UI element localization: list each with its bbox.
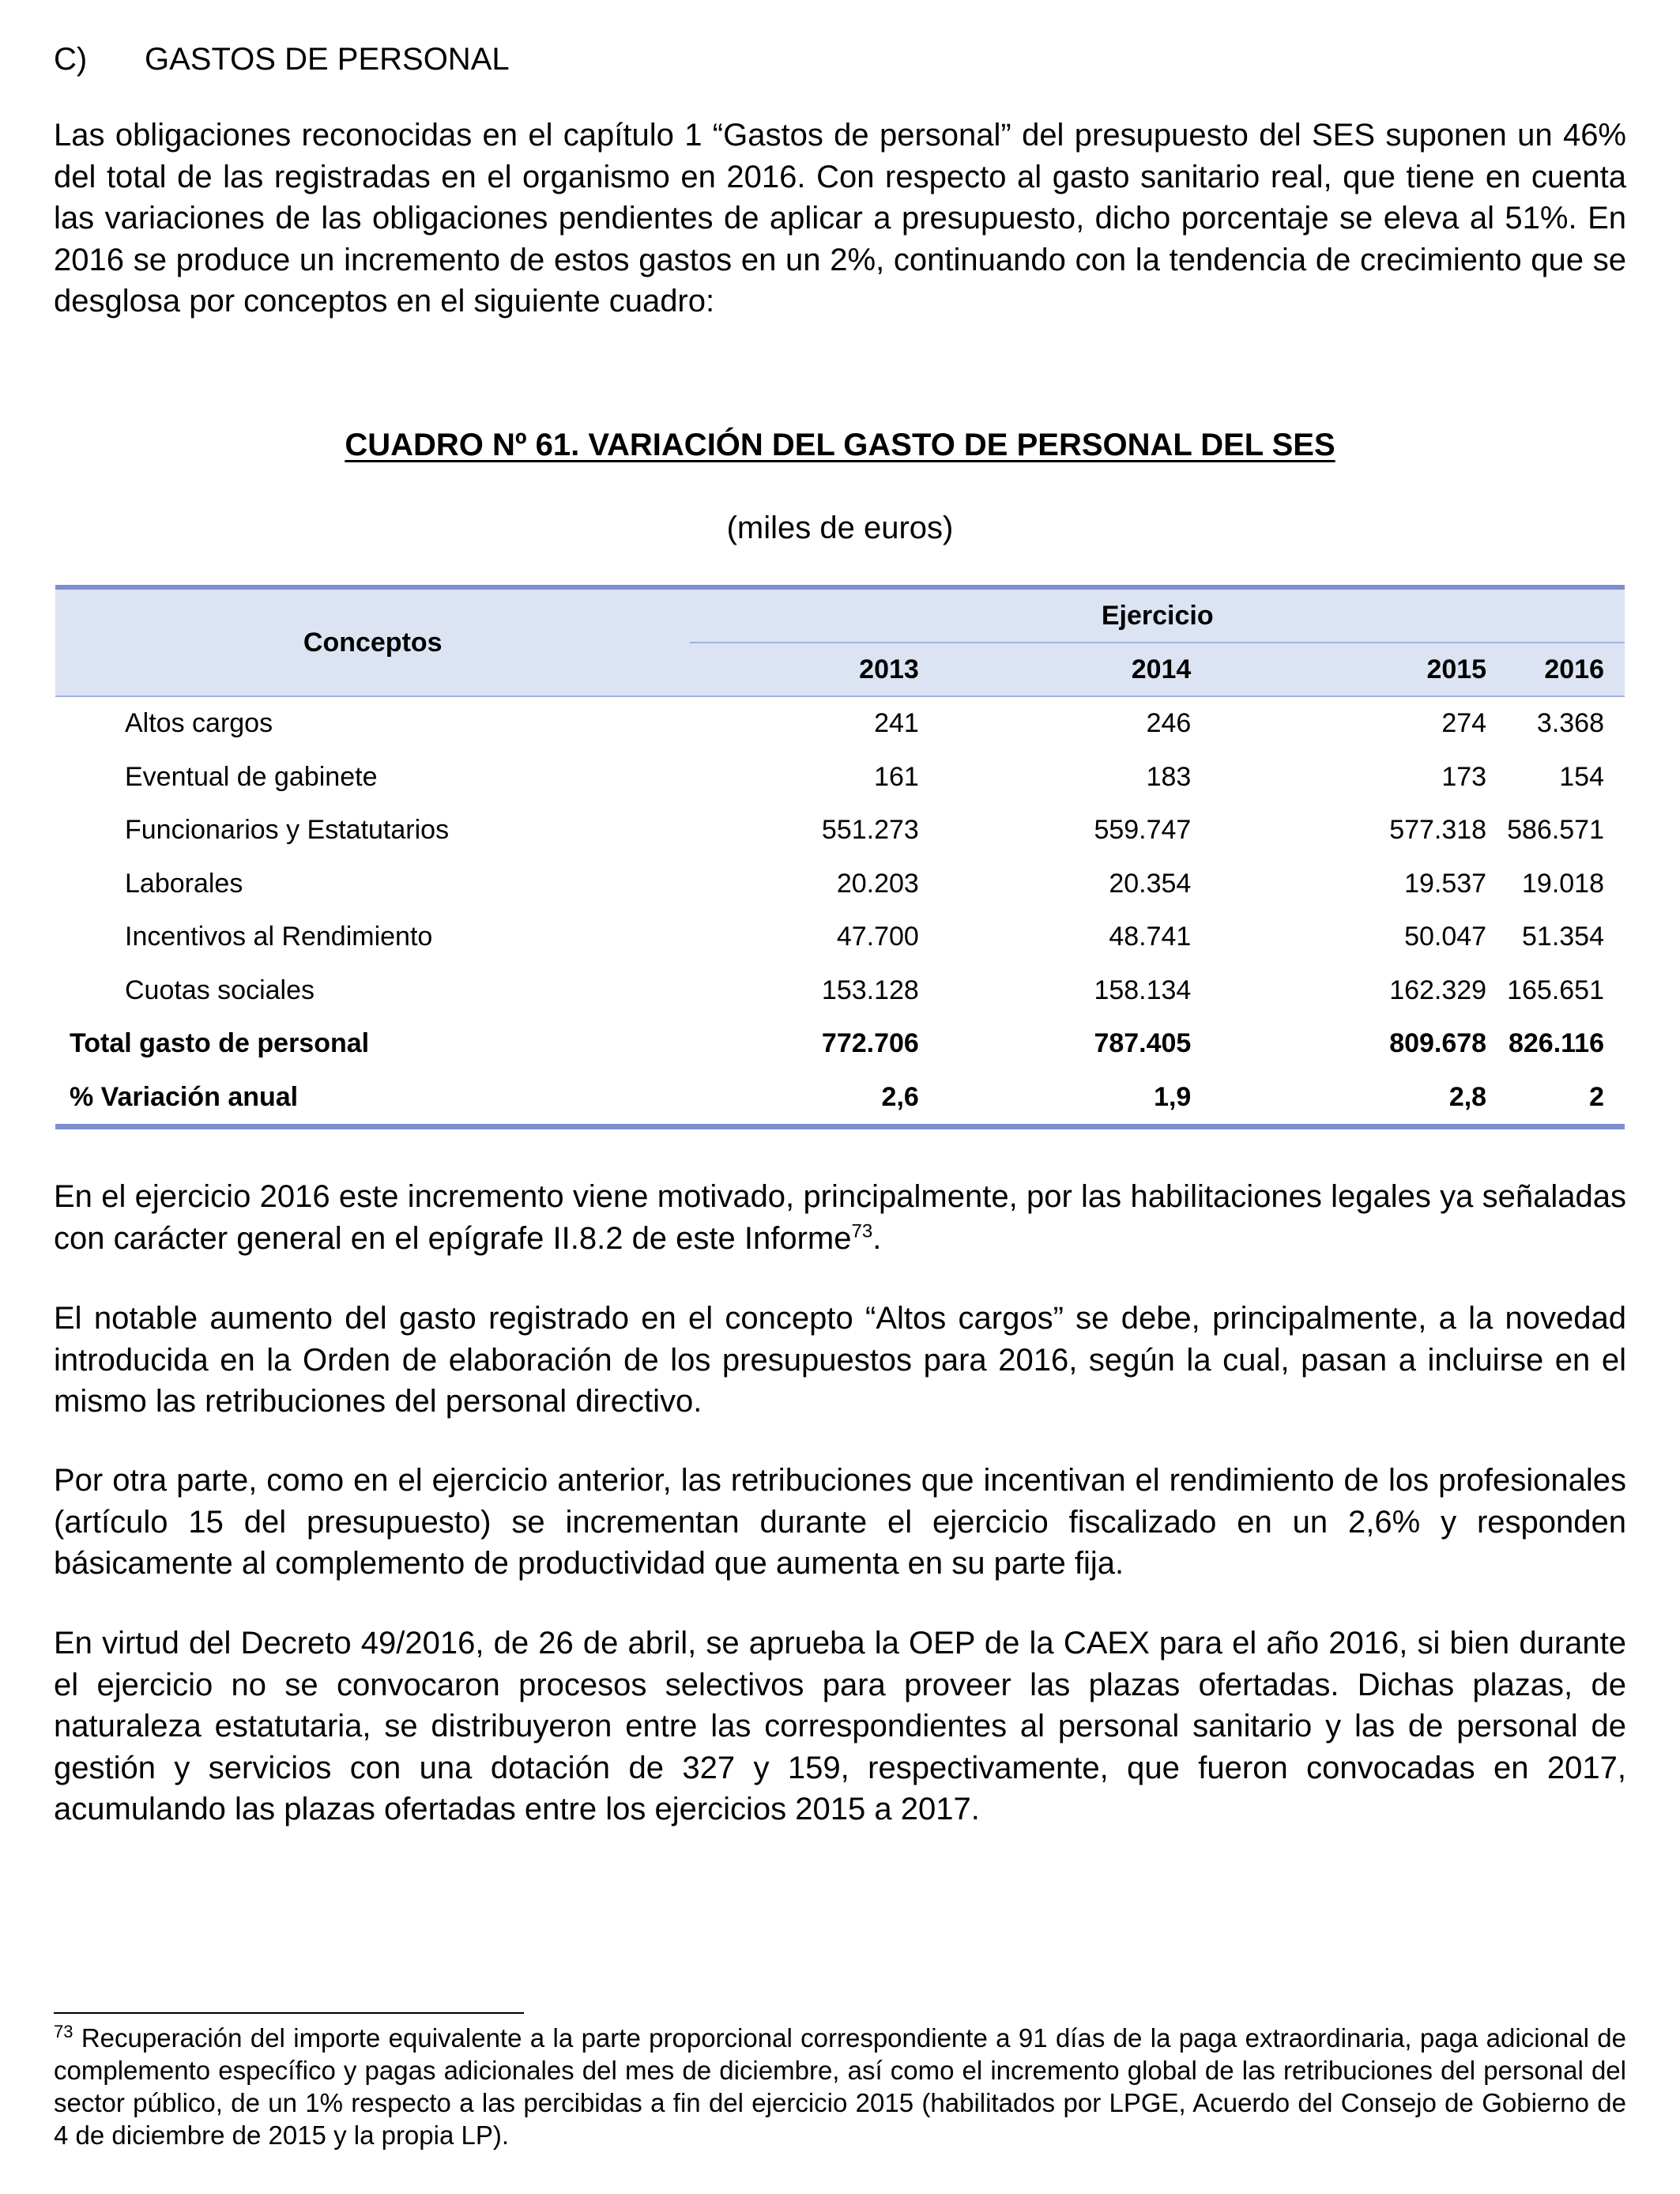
footnote-separator <box>54 2012 524 2014</box>
section-title: GASTOS DE PERSONAL <box>145 42 510 77</box>
paragraph-increment-end: . <box>872 1220 882 1256</box>
cell-value: 154 <box>1559 761 1604 792</box>
row-label: Altos cargos <box>125 708 273 739</box>
variation-value: 2,6 <box>690 1071 939 1127</box>
variation-row <box>55 1071 1625 1127</box>
cell-value: 19.537 <box>1404 868 1487 899</box>
cell-value: 173 <box>1441 761 1487 792</box>
cell-value: 20.203 <box>836 868 919 899</box>
paragraph-altos-cargos: El notable aumento del gasto registrado en el concepto “Altos cargos” se debe, principalmente, a la novedad introducida en la Orden de elaboración de los presupuestos para 2016, según la cual, pasan a incluirse en el mismo las retribuciones del personal directivo. <box>54 1301 1626 1419</box>
table-row <box>55 696 1625 751</box>
cell-value: 50.047 <box>1404 922 1487 952</box>
section-letter: C) <box>54 42 88 77</box>
total-value: 787.405 <box>1094 1028 1192 1059</box>
cell-value: 19.018 <box>1522 868 1604 899</box>
variation-value: 1,9 <box>940 1071 1212 1127</box>
header-year: 2013 <box>690 643 939 696</box>
cell-value: 183 <box>1146 761 1192 792</box>
header-concepts: Conceptos <box>55 587 690 696</box>
table-row <box>55 751 1625 805</box>
total-value: 772.706 <box>821 1028 919 1059</box>
cell-value: 20.354 <box>1109 868 1192 899</box>
cell-value: 48.741 <box>1109 922 1192 952</box>
total-value: 826.116 <box>1508 1028 1604 1059</box>
table-row <box>55 910 1625 964</box>
row-label: Funcionarios y Estatutarios <box>125 815 450 846</box>
cell-value: 162.329 <box>1389 974 1487 1005</box>
variation-value: 2,8 <box>1211 1071 1507 1127</box>
cell-value: 51.354 <box>1522 922 1604 952</box>
table-title-text: CUADRO Nº 61. VARIACIÓN DEL GASTO DE PERSONAL DEL SES <box>345 428 1335 462</box>
footnote <box>54 2022 1626 2151</box>
footnote-ref[interactable]: 73 <box>851 1220 873 1242</box>
total-row <box>55 1017 1625 1071</box>
cell-value: 577.318 <box>1389 815 1487 846</box>
row-label: Eventual de gabinete <box>125 761 378 792</box>
cell-value: 161 <box>874 761 919 792</box>
footnote-number: 73 <box>54 2022 73 2041</box>
cell-value: 241 <box>874 708 919 739</box>
header-year: 2016 <box>1507 643 1625 696</box>
cell-value: 551.273 <box>821 815 919 846</box>
table-row <box>55 964 1625 1018</box>
cell-value: 274 <box>1441 708 1487 739</box>
cell-value: 246 <box>1146 708 1192 739</box>
personnel-expense-table <box>55 585 1625 1129</box>
header-year: 2015 <box>1211 643 1507 696</box>
paragraph-increment-text: En el ejercicio 2016 este incremento viene motivado, principalmente, por las habilitaciones legales ya señaladas con carácter general en el epígrafe II.8.2 de este Informe <box>54 1179 1626 1256</box>
paragraph-intro: Las obligaciones reconocidas en el capítulo 1 “Gastos de personal” del presupuesto del SES suponen un 46% del total de las registradas en el organismo en 2016. Con respecto al gasto sanitario real, que tiene en cuenta las variaciones de las obligaciones pendientes de aplicar a presupuesto, dicho porcentaje se eleva al 51%. En 2016 se produce un incremento de estos gastos en un 2%, continuando con la tendencia de crecimiento que se desglosa por conceptos en el siguiente cuadro: <box>54 118 1626 319</box>
row-label: Cuotas sociales <box>125 974 315 1005</box>
total-value: 809.678 <box>1389 1028 1487 1059</box>
paragraph-increment <box>54 1176 1626 1259</box>
cell-value: 158.134 <box>1094 974 1192 1005</box>
row-label: Incentivos al Rendimiento <box>125 922 433 952</box>
total-label: Total gasto de personal <box>70 1028 370 1059</box>
header-year: 2014 <box>940 643 1212 696</box>
cell-value: 153.128 <box>821 974 919 1005</box>
table-unit: (miles de euros) <box>726 511 954 545</box>
table-row <box>55 858 1625 911</box>
header-ejercicio: Ejercicio <box>690 587 1625 643</box>
variation-value: 2 <box>1507 1071 1625 1127</box>
cell-value: 3.368 <box>1536 708 1604 739</box>
table-title <box>0 423 1680 467</box>
paragraph-incentives: Por otra parte, como en el ejercicio anterior, las retribuciones que incentivan el rendimiento de los profesionales (artículo 15 del presupuesto) se incrementan durante el ejercicio fiscalizado en un 2,6% y responden básicamente al complemento de productividad que aumenta en su parte fija. <box>54 1463 1626 1581</box>
cell-value: 165.651 <box>1507 974 1604 1005</box>
variation-label: % Variación anual <box>55 1071 690 1127</box>
table-row <box>55 804 1625 858</box>
section-heading <box>54 38 510 81</box>
cell-value: 559.747 <box>1094 815 1192 846</box>
cell-value: 586.571 <box>1507 815 1604 846</box>
row-label: Laborales <box>125 868 243 899</box>
cell-value: 47.700 <box>836 922 919 952</box>
paragraph-oep: En virtud del Decreto 49/2016, de 26 de abril, se aprueba la OEP de la CAEX para el año 2016, si bien durante el ejercicio no se convocaron procesos selectivos para proveer las plazas ofertadas. Dichas plazas, de naturaleza estatutaria, se distribuyeron entre las correspondientes al personal sanitario y las de personal de gestión y servicios con una dotación de 327 y 159, respectivamente, que fueron convocadas en 2017, acumulando las plazas ofertadas entre los ejercicios 2015 a 2017. <box>54 1626 1626 1826</box>
footnote-text: Recuperación del importe equivalente a la parte proporcional correspondiente a 91 días de la paga extraordinaria, paga adicional de complemento específico y pagas adicionales del mes de diciembre, así como el incremento global de las retribuciones del personal del sector público, de un 1% respecto a las percibidas a fin del ejercicio 2015 (habilitados por LPGE, Acuerdo del Consejo de Gobierno de 4 de diciembre de 2015 y la propia LP). <box>54 2023 1626 2150</box>
